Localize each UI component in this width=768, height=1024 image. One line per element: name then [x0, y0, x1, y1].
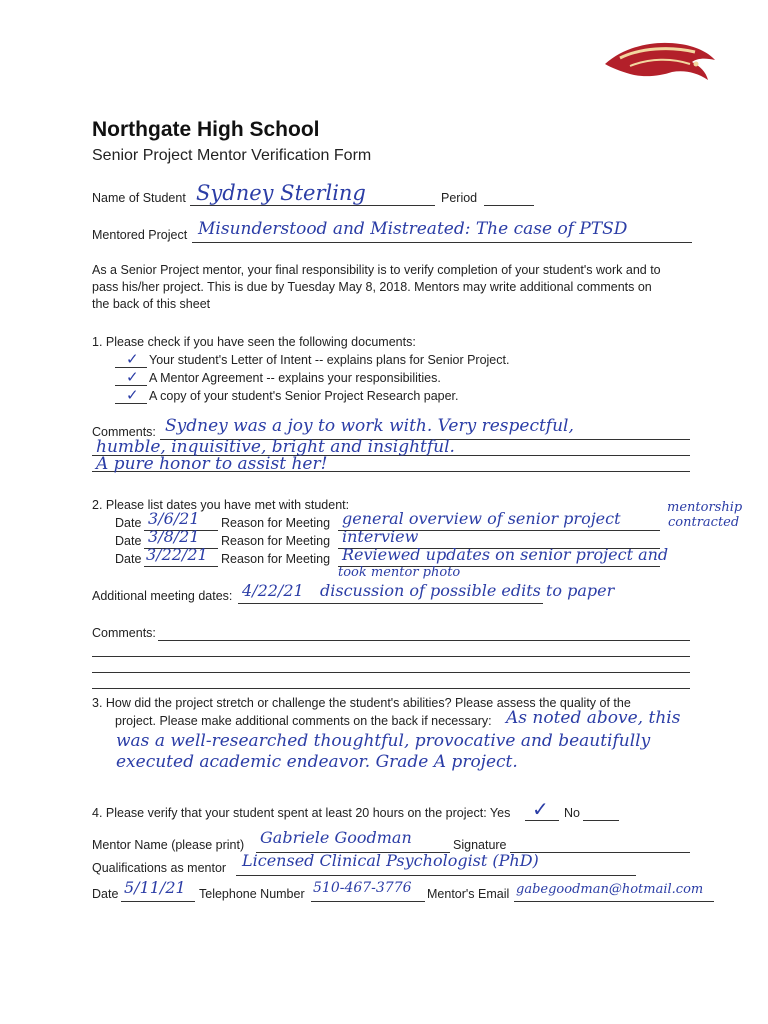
meeting-reason-3: Reviewed updates on senior project and — [342, 545, 669, 564]
doc-check-3[interactable]: ✓ — [126, 386, 139, 404]
side-note-mentorship: mentorship — [667, 500, 743, 515]
additional-dates-line — [238, 603, 543, 604]
date-label: Date — [92, 887, 119, 901]
section2-comment-line-4 — [92, 688, 690, 689]
hours-question: 4. Please verify that your student spent at least 20 hours on the project: Yes — [92, 806, 511, 820]
meeting-date-3: 3/22/21 — [146, 545, 208, 564]
section1-comment-2: humble, inquisitive, bright and insightful. — [96, 437, 455, 457]
section2-comment-line-3 — [92, 672, 690, 673]
meeting-date-line-3 — [144, 566, 218, 567]
doc-item-2: A Mentor Agreement -- explains your responsibilities. — [149, 371, 441, 385]
email-label: Mentor's Email — [427, 887, 510, 901]
meeting-reason-3-continued: took mentor photo — [338, 565, 461, 580]
yes-check[interactable]: ✓ — [532, 797, 549, 821]
signature-label: Signature — [453, 838, 507, 852]
mentor-name-label: Mentor Name (please print) — [92, 838, 245, 852]
intro-line-3: the back of this sheet — [92, 297, 211, 311]
qualifications-label: Qualifications as mentor — [92, 861, 227, 875]
mustang-logo — [600, 36, 720, 91]
mentor-name-value: Gabriele Goodman — [260, 828, 412, 847]
section1-heading: 1. Please check if you have seen the following documents: — [92, 335, 416, 349]
section1-comment-3: A pure honor to assist her! — [96, 454, 328, 474]
project-label: Mentored Project — [92, 228, 188, 242]
telephone-line — [311, 901, 425, 902]
form-title: Senior Project Mentor Verification Form — [92, 147, 372, 164]
section3-question-1: 3. How did the project stretch or challenge the student's abilities? Please assess the quality of the — [92, 696, 631, 710]
doc-item-3: A copy of your student's Senior Project Research paper. — [149, 389, 459, 403]
additional-date-note: discussion of possible edits to paper — [320, 581, 615, 600]
project-line — [192, 242, 692, 243]
additional-dates-label: Additional meeting dates: — [92, 589, 233, 603]
intro-line-2: pass his/her project. This is due by Tuesday May 8, 2018. Mentors may write additional comments on — [92, 280, 652, 294]
meeting-reason-2: interview — [342, 527, 419, 546]
no-label: No — [564, 806, 580, 820]
intro-line-1: As a Senior Project mentor, your final responsibility is to verify completion of your student's work and to — [92, 263, 661, 277]
section2-comments-label: Comments: — [92, 626, 156, 640]
section3-question-2: project. Please make additional comments on the back if necessary: — [115, 714, 492, 728]
section1-comment-1: Sydney was a joy to work with. Very respectful, — [165, 416, 574, 436]
section1-comments-label: Comments: — [92, 425, 156, 439]
meeting-date-1: 3/6/21 — [148, 509, 200, 528]
telephone-label: Telephone Number — [199, 887, 305, 901]
section3-answer-2: was a well-researched thoughtful, provocative and beautifully — [116, 731, 651, 751]
qualifications-value: Licensed Clinical Psychologist (PhD) — [242, 851, 539, 870]
section3-answer-3: executed academic endeavor. Grade A project. — [116, 752, 518, 772]
meeting-reason-label-3: Reason for Meeting — [221, 552, 331, 566]
email-value: gabegoodman@hotmail.com — [516, 882, 704, 897]
student-name-value: Sydney Sterling — [196, 181, 366, 205]
email-line — [514, 901, 714, 902]
section2-comment-line-1 — [158, 640, 690, 641]
student-name-label: Name of Student — [92, 191, 186, 205]
doc-check-2[interactable]: ✓ — [126, 368, 139, 386]
meeting-reason-label-1: Reason for Meeting — [221, 516, 331, 530]
telephone-value: 510-467-3776 — [313, 880, 412, 896]
additional-date: 4/22/21 — [242, 581, 304, 600]
no-line — [583, 820, 619, 821]
meeting-reason-label-2: Reason for Meeting — [221, 534, 331, 548]
section2-heading: 2. Please list dates you have met with student: — [92, 498, 350, 512]
doc-item-1: Your student's Letter of Intent -- explains plans for Senior Project. — [149, 353, 510, 367]
doc-check-1[interactable]: ✓ — [126, 350, 139, 368]
meeting-date-2: 3/8/21 — [148, 527, 200, 546]
meeting-date-label-1: Date — [115, 516, 142, 530]
section2-comment-line-2 — [92, 656, 690, 657]
student-name-line — [190, 205, 435, 206]
side-note-contracted: contracted — [668, 515, 740, 530]
project-value: Misunderstood and Mistreated: The case of PTSD — [198, 219, 628, 239]
date-value: 5/11/21 — [124, 878, 186, 897]
period-line — [484, 205, 534, 206]
school-name: Northgate High School — [92, 118, 320, 141]
section3-answer-1: As noted above, this — [506, 708, 681, 728]
meeting-date-label-2: Date — [115, 534, 142, 548]
date-line — [121, 901, 195, 902]
period-label: Period — [441, 191, 478, 205]
meeting-date-label-3: Date — [115, 552, 142, 566]
meeting-reason-1: general overview of senior project — [342, 509, 621, 528]
qualifications-line — [236, 875, 636, 876]
